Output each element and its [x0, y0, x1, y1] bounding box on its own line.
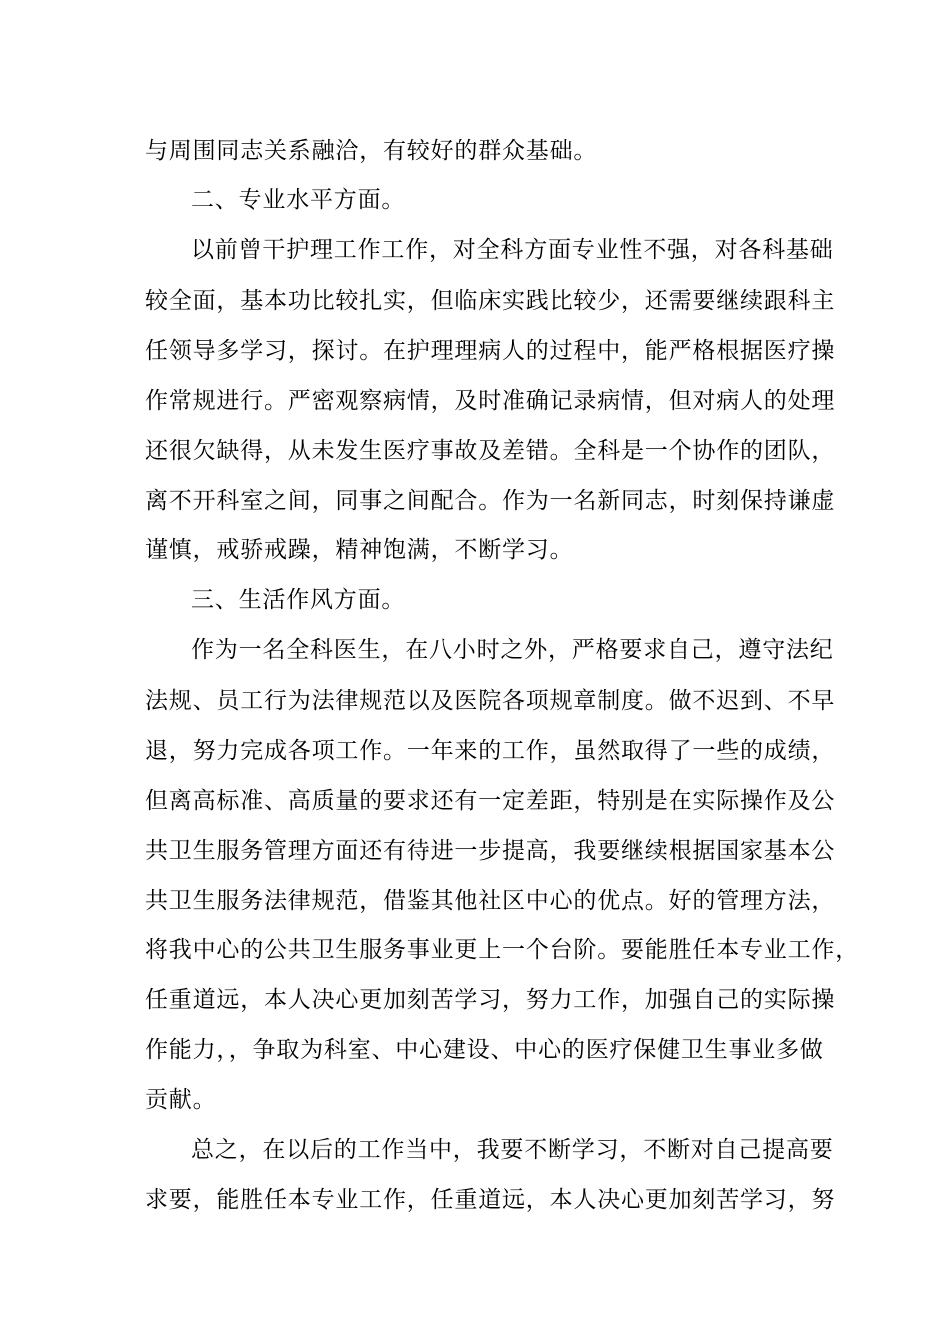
text-line: 但离高标准、高质量的要求还有一定差距，特别是在实际操作及公	[145, 788, 836, 814]
text-line: 共卫生服务管理方面还有待进一步提高，我要继续根据国家基本公	[145, 838, 836, 864]
text-line: 贡献。	[145, 1087, 217, 1113]
text-line: 法规、员工行为法律规范以及医院各项规章制度。做不迟到、不早	[145, 688, 836, 714]
text-line: 较全面，基本功比较扎实，但临床实践比较少，还需要继续跟科主	[145, 288, 836, 314]
text-line: 将我中心的公共卫生服务事业更上一个台阶。要能胜任本专业工作，	[145, 937, 859, 963]
text-line: 离不开科室之间，同事之间配合。作为一名新同志，时刻保持谦虚	[145, 488, 836, 514]
text-line: 退，努力完成各项工作。一年来的工作，虽然取得了一些的成绩，	[145, 738, 836, 764]
text-line: 任重道远，本人决心更加刻苦学习，努力工作，加强自己的实际操	[145, 987, 836, 1013]
text-line: 还很欠缺得，从未发生医疗事故及差错。全科是一个协作的团队，	[145, 438, 836, 464]
text-line: 作为一名全科医生，在八小时之外，严格要求自己，遵守法纪	[191, 637, 834, 663]
text-line: 任领导多学习，探讨。在护理理病人的过程中，能严格根据医疗操	[145, 338, 836, 364]
text-line: 共卫生服务法律规范，借鉴其他社区中心的优点。好的管理方法，	[145, 888, 836, 914]
text-line: 求要，能胜任本专业工作，任重道远，本人决心更加刻苦学习，努	[145, 1187, 836, 1213]
text-line: 作能力，，争取为科室、中心建设、中心的医疗保健卫生事业多做	[145, 1037, 824, 1063]
text-line: 谨慎，戒骄戒躁，精神饱满，不断学习。	[145, 537, 574, 563]
text-line: 总之，在以后的工作当中，我要不断学习，不断对自己提高要	[191, 1137, 834, 1163]
text-line: 以前曾干护理工作工作，对全科方面专业性不强，对各科基础	[191, 237, 834, 263]
text-line: 作常规进行。严密观察病情，及时准确记录病情，但对病人的处理	[145, 388, 836, 414]
text-line: 与周围同志关系融洽，有较好的群众基础。	[145, 138, 598, 164]
section-heading: 二、专业水平方面。	[191, 187, 406, 213]
section-heading: 三、生活作风方面。	[191, 587, 406, 613]
